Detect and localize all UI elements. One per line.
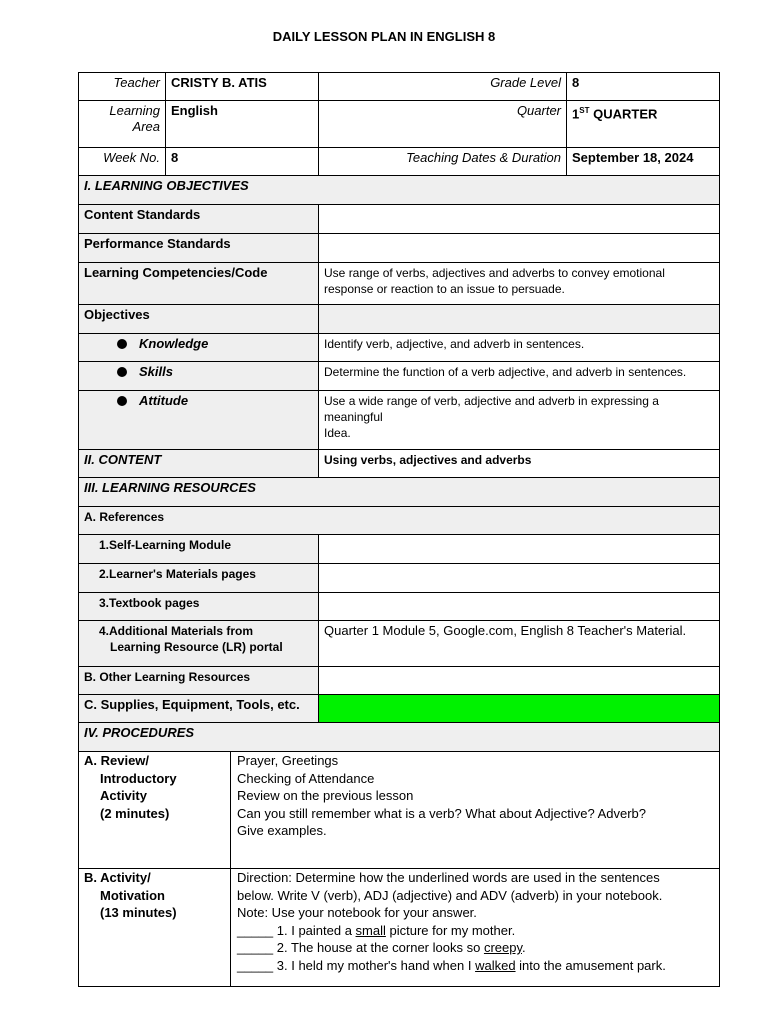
attitude-line2: meaningful [324,410,383,424]
content-standards-row [79,205,720,234]
section-learning-objectives [79,176,720,205]
grade-level-label: Grade Level [319,73,567,101]
other-resources-value [319,667,720,695]
week-value: 8 [166,148,319,176]
slm-row [79,535,720,564]
additional-materials-label [79,621,319,667]
quarter-value [567,101,720,148]
competencies-line2: response or reaction to an issue to persuade. [324,282,565,296]
textbook-label: 3.Textbook pages [79,593,319,621]
review-label-line1: A. Review/ [84,753,150,768]
quarter-number: 1 [572,106,580,122]
performance-standards-label: Performance Standards [79,234,319,263]
activity-label-line1: B. Activity/ [84,870,151,885]
teaching-dates-label: Teaching Dates & Duration [319,148,567,176]
review-line: Checking of Attendance [237,770,375,786]
activity-item-text: . [522,940,526,955]
teacher-label: Teacher [79,73,166,101]
activity-content [231,869,720,987]
competencies-value [319,263,720,305]
teacher-value: CRISTY B. ATIS [166,73,319,101]
review-label [79,752,231,869]
review-content [231,752,720,869]
teaching-dates-value: September 18, 2024 [567,148,720,176]
lm-row [79,564,720,593]
procedure-activity-row [79,869,720,987]
competencies-label: Learning Competencies/Code [79,263,319,305]
procedure-review-row [79,752,720,869]
textbook-value [319,593,720,621]
week-label: Week No. [79,148,166,176]
review-label-line3: Activity [100,788,147,803]
references-label: A. References [79,507,720,535]
grade-level-value: 8 [567,73,720,101]
references-row [79,507,720,535]
section-content-title: II. CONTENT [79,450,319,478]
knowledge-value: Identify verb, adjective, and adverb in sentences. [319,334,720,362]
competencies-line1: Use range of verbs, adjectives and adverbs to convey emotional [324,266,665,280]
review-line: Give examples. [237,823,327,838]
attitude-label-text: Attitude [139,393,189,408]
bullet-icon [117,339,127,349]
activity-item-underlined-word: small [355,922,386,938]
activity-item-underlined-word: walked [475,957,516,973]
review-line: Prayer, Greetings [237,753,339,768]
review-label-line2: Introductory [100,770,177,786]
review-label-line4: (2 minutes) [100,805,170,821]
attitude-row [79,391,720,450]
additional-materials-line2: Learning Resource (LR) portal [110,640,283,654]
review-line: Review on the previous lesson [237,788,414,803]
knowledge-label [79,334,319,362]
activity-label [79,869,231,987]
content-standards-value [319,205,720,234]
activity-note: Note: Use your notebook for your answer. [237,905,477,920]
bullet-icon [117,396,127,406]
content-value: Using verbs, adjectives and adverbs [319,450,720,478]
activity-item [237,922,713,940]
section-learning-resources [79,478,720,507]
activity-direction-line1: Direction: Determine how the underlined words are used in the sentences [237,870,660,885]
activity-item-text: into the amusement park. [515,957,666,973]
textbook-row [79,593,720,621]
objectives-label: Objectives [79,305,319,334]
additional-materials-value: Quarter 1 Module 5, Google.com, English 8 Teacher's Material. [319,621,720,667]
section-learning-objectives-title: I. LEARNING OBJECTIVES [79,176,720,205]
additional-materials-row [79,621,720,667]
learning-area-label-line1: Learning [109,103,160,118]
teacher-row [79,73,720,101]
quarter-label: Quarter [319,101,567,148]
bullet-icon [117,367,127,377]
learning-area-label-line2: Area [132,119,160,134]
section-learning-resources-title: III. LEARNING RESOURCES [79,478,720,507]
attitude-label [79,391,319,450]
attitude-value [319,391,720,450]
slm-value [319,535,720,564]
performance-standards-row [79,234,720,263]
section-procedures-title: IV. PROCEDURES [79,723,720,752]
learning-area-label [79,101,166,148]
activity-label-line3: (13 minutes) [100,905,177,920]
quarter-superscript: ST [579,106,590,115]
learning-area-value: English [166,101,319,148]
performance-standards-value [319,234,720,263]
review-line: Can you still remember what is a verb? What about Adjective? Adverb? [237,805,646,821]
other-resources-row [79,667,720,695]
supplies-value [319,695,720,723]
activity-item-text: _____ 1. I painted a [237,922,356,938]
knowledge-row [79,334,720,362]
week-row [79,148,720,176]
lm-label: 2.Learner's Materials pages [79,564,319,593]
content-row [79,450,720,478]
supplies-row [79,695,720,723]
attitude-line1: Use a wide range of verb, adjective and adverb in expressing a [324,394,659,408]
activity-item-text: picture for my mother. [385,922,516,938]
skills-label [79,362,319,391]
page-title: DAILY LESSON PLAN IN ENGLISH 8 [272,29,496,44]
objectives-row [79,305,720,334]
slm-label: 1.Self-Learning Module [79,535,319,564]
other-resources-label: B. Other Learning Resources [79,667,319,695]
additional-materials-line1: 4.Additional Materials from [99,624,254,638]
skills-label-text: Skills [139,364,173,379]
content-standards-label: Content Standards [79,205,319,234]
activity-item-text: _____ 3. I held my mother's hand when I [237,957,476,973]
skills-row [79,362,720,391]
competencies-row [79,263,720,305]
skills-value: Determine the function of a verb adjective, and adverb in sentences. [319,362,720,391]
activity-item [237,939,713,957]
activity-item-underlined-word: creepy [483,940,522,955]
objectives-value [319,305,720,334]
activity-label-line2: Motivation [100,887,165,903]
activity-item [237,957,713,975]
supplies-label: C. Supplies, Equipment, Tools, etc. [79,695,319,723]
quarter-word: QUARTER [589,106,658,122]
attitude-line3: Idea. [324,426,351,440]
learning-area-row [79,101,720,148]
lesson-plan-table [78,72,720,987]
lm-value [319,564,720,593]
activity-direction-line2: below. Write V (verb), ADJ (adjective) and ADV (adverb) in your notebook. [237,887,663,903]
section-procedures [79,723,720,752]
activity-item-text: _____ 2. The house at the corner looks so [237,940,484,955]
knowledge-label-text: Knowledge [139,336,209,351]
